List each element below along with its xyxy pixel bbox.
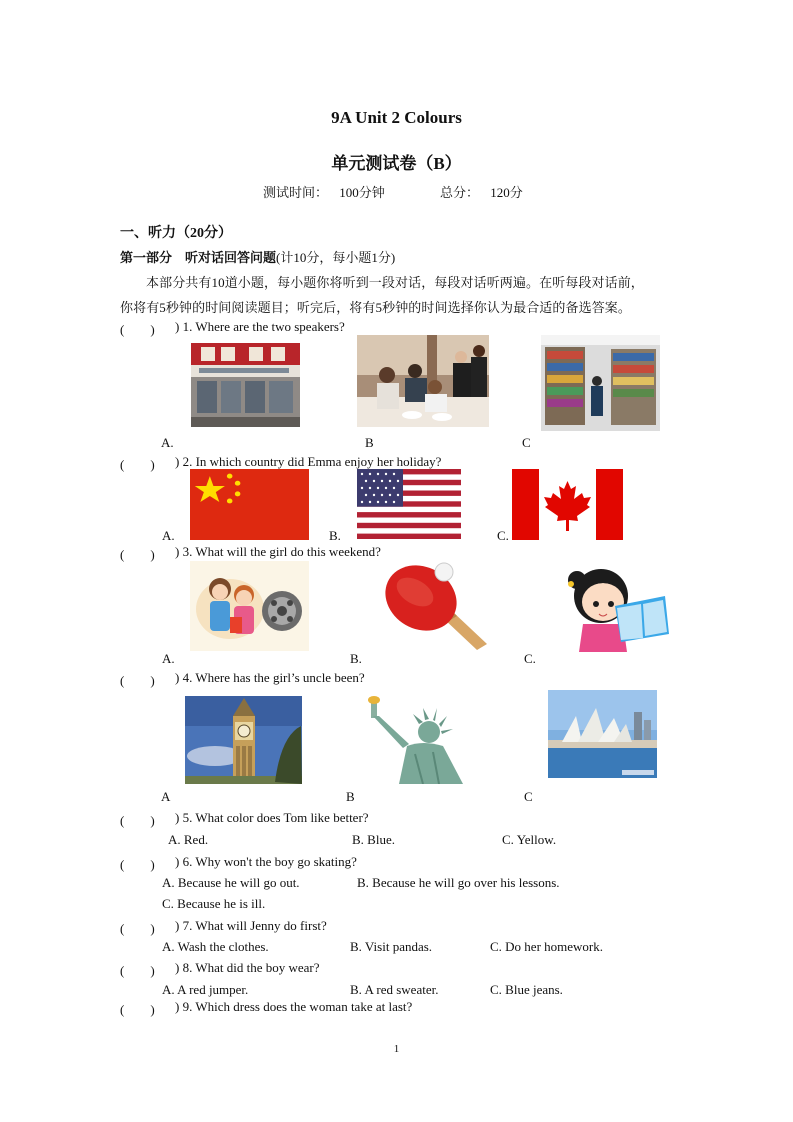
sydney-opera-house-photo[interactable]	[548, 690, 657, 778]
q3-label-c: C.	[524, 651, 536, 666]
q5-option-b[interactable]: B. Blue.	[352, 832, 395, 847]
q3-label-b: B.	[350, 651, 362, 666]
answer-blank[interactable]: ( )	[120, 1002, 155, 1017]
q4-label-c: C	[524, 789, 533, 804]
table-tennis-paddle[interactable]	[381, 560, 488, 652]
usa-flag[interactable]	[357, 469, 461, 539]
answer-blank[interactable]: ( )	[120, 963, 155, 978]
answer-blank[interactable]: ( )	[120, 457, 155, 472]
exam-score	[440, 182, 523, 201]
q8-option-c[interactable]: C. Blue jeans.	[490, 982, 563, 997]
section-heading: 一、听力（20分）	[120, 226, 232, 241]
part-heading	[120, 247, 395, 266]
restaurant-photo[interactable]	[357, 335, 489, 427]
question-5: ) 5. What color does Tom like better?	[175, 810, 369, 825]
q6-option-c[interactable]: C. Because he is ill.	[162, 896, 266, 911]
q6-option-b[interactable]: B. Because he will go over his lessons.	[357, 875, 560, 890]
q7-option-c[interactable]: C. Do her homework.	[490, 939, 604, 954]
answer-blank[interactable]: ( )	[120, 857, 155, 872]
q2-label-a: A.	[162, 528, 175, 543]
q1-label-b: B	[365, 435, 374, 450]
q1-label-a: A.	[161, 435, 174, 450]
question-7: ) 7. What will Jenny do first?	[175, 918, 327, 933]
q7-option-b[interactable]: B. Visit pandas.	[350, 939, 433, 954]
page-number: 1	[393, 1043, 400, 1055]
china-flag[interactable]	[190, 469, 309, 540]
canada-flag[interactable]	[512, 469, 623, 540]
part-note: (计10分，每小题1分)	[276, 250, 396, 265]
doc-title: 9A Unit 2 Colours	[331, 108, 462, 127]
q6-option-a[interactable]: A. Because he will go out.	[162, 875, 300, 890]
time-label: 测试时间：	[263, 185, 329, 200]
cinema-cartoon[interactable]	[190, 561, 309, 651]
girl-reading-cartoon[interactable]	[553, 560, 670, 652]
answer-blank[interactable]: ( )	[120, 322, 155, 337]
time-value: 100分钟	[339, 185, 385, 200]
hospital-photo[interactable]	[191, 343, 300, 427]
answer-blank[interactable]: ( )	[120, 921, 155, 936]
q4-label-a: A	[161, 789, 171, 804]
doc-subtitle: 单元测试卷（B）	[331, 154, 462, 173]
q5-option-a[interactable]: A. Red.	[168, 832, 209, 847]
answer-blank[interactable]: ( )	[120, 547, 155, 562]
big-ben-photo[interactable]	[185, 696, 302, 784]
q3-label-a: A.	[162, 651, 175, 666]
q2-label-b: B.	[329, 528, 341, 543]
q5-option-c[interactable]: C. Yellow.	[502, 832, 557, 847]
statue-of-liberty-photo[interactable]	[363, 696, 479, 784]
question-9: ) 9. Which dress does the woman take at last?	[175, 999, 413, 1014]
question-4: ) 4. Where has the girl’s uncle been?	[175, 670, 365, 685]
q8-option-b[interactable]: B. A red sweater.	[350, 982, 439, 997]
q1-label-c: C	[522, 435, 531, 450]
answer-blank[interactable]: ( )	[120, 813, 155, 828]
answer-blank[interactable]: ( )	[120, 673, 155, 688]
q8-option-a[interactable]: A. A red jumper.	[162, 982, 249, 997]
question-3: ) 3. What will the girl do this weekend?	[175, 544, 381, 559]
q4-label-b: B	[346, 789, 355, 804]
q2-label-c: C.	[497, 528, 509, 543]
question-1: ) 1. Where are the two speakers?	[175, 319, 345, 334]
question-8: ) 8. What did the boy wear?	[175, 960, 320, 975]
bookstore-photo[interactable]	[541, 335, 660, 431]
q7-option-a[interactable]: A. Wash the clothes.	[162, 939, 269, 954]
instruction-line-1: 本部分共有10道小题，每小题你将听到一段对话，每段对话听两遍。在听每段对话前，	[146, 275, 644, 290]
question-2: ) 2. In which country did Emma enjoy her holiday?	[175, 454, 442, 469]
score-value: 120分	[490, 185, 523, 200]
score-label: 总分：	[440, 185, 480, 200]
instruction-line-2: 你将有5秒钟的时间阅读题目；听完后，将有5秒钟的时间选择你认为最合适的备选答案。	[120, 300, 632, 315]
question-6: ) 6. Why won't the boy go skating?	[175, 854, 357, 869]
exam-time	[263, 182, 385, 201]
part-title: 第一部分 听对话回答问题	[120, 250, 277, 265]
